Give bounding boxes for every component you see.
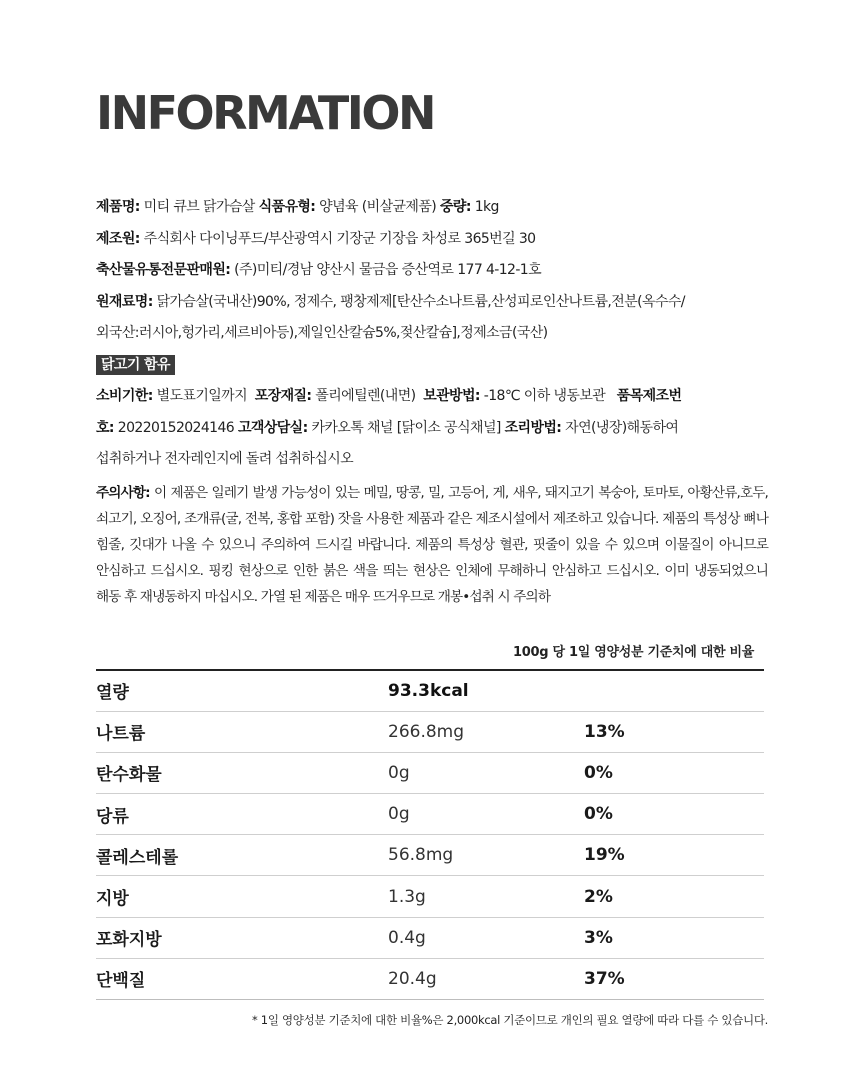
nutrient-percent: 3% xyxy=(584,927,613,948)
value-food-type: 양념육 (비살균제품) xyxy=(319,199,437,215)
nutrient-name: 콜레스테롤 xyxy=(96,847,179,868)
info-line-distributor xyxy=(96,255,776,287)
nutrient-percent xyxy=(584,670,764,711)
caution-text xyxy=(96,480,768,610)
table-row xyxy=(96,958,764,999)
nutrient-value: 20.4g xyxy=(388,968,437,989)
value-report-no: 20220152024146 xyxy=(117,419,235,436)
value-product-name: 미티 큐브 닭가슴살 xyxy=(143,199,255,215)
value-caution: 이 제품은 일레기 발생 가능성이 있는 메밀, 땅콩, 밀, 고등어, 게, 새우, 돼지고기 복숭아, 토마토, 아황산류,호두, 쇠고기, 오징어, 조개류(굴, 전복, 홍합 포함) 잣을 사용한 제품과 같은 제조시설에서 제조하고 있습니다. 제품의 특성상 뼈나 힘줄, 깃대가 나올 수 있으니 주의하여 드시길 바랍니다. 제품의 특성상 혈관, 핏줄이 있을 수 있으며 이물질이 아니므로 안심하고 드십시오. 핑킹 현상으로 인한 붉은 색을 띄는 현상은 인체에 무해하니 안심하고 드십시오. 이미 냉동되었으니 해동 후 재냉동하지 마십시오. 가열 된 제품은 매우 뜨거우므로 개봉•섭취 시 주의하 xyxy=(96,485,768,605)
nutrient-name: 단백질 xyxy=(96,971,146,992)
value-distributor: (주)미티/경남 양산시 물금읍 증산역로 177 4-12-1호 xyxy=(234,262,542,278)
table-row xyxy=(96,835,764,876)
value-ingredients: 닭가슴살(국내산)90%, 정제수, 팽창제제[탄산수소나트륨,산성피로인산나트륨,전분(옥수수/ xyxy=(156,293,685,310)
table-row xyxy=(96,876,764,917)
info-line-ingredients xyxy=(96,287,776,319)
label-expiry: 소비기한: xyxy=(96,388,153,404)
label-storage: 보관방법: xyxy=(423,388,480,404)
table-row xyxy=(96,794,764,835)
nutrient-name: 지방 xyxy=(96,889,129,910)
nutrient-percent: 13% xyxy=(584,721,625,742)
product-info xyxy=(96,192,776,476)
nutrition-header: 100g 당 1일 영양성분 기준치에 대한 비율 xyxy=(513,645,754,660)
nutrient-percent: 19% xyxy=(584,845,625,866)
value-packaging: 폴리에틸렌(내면) xyxy=(315,388,416,404)
nutrient-name: 나트륨 xyxy=(96,724,146,745)
allergen-badge: 닭고기 함유 xyxy=(96,355,175,375)
info-line-cooking-cont xyxy=(96,444,776,476)
info-line-report xyxy=(96,413,776,445)
nutrient-value: 93.3kcal xyxy=(388,680,469,701)
info-line-expiry xyxy=(96,381,776,413)
value-ingredients-cont: 외국산:러시아,헝가리,세르비아등),제일인산칼슘5%,젖산칼슘],정제소금(국산) xyxy=(96,325,548,341)
nutrient-value: 0.4g xyxy=(388,927,426,948)
nutrition-table xyxy=(96,669,764,1000)
nutrient-percent: 0% xyxy=(584,804,613,825)
info-line-manufacturer xyxy=(96,224,776,256)
label-report-no-b: 호: xyxy=(96,419,114,436)
allergen-badge-line xyxy=(96,350,776,382)
info-line-ingredients-cont xyxy=(96,318,776,350)
label-customer-center: 고객상담실: xyxy=(237,419,308,436)
value-manufacturer: 주식회사 다이닝푸드/부산광역시 기장군 기장읍 차성로 365번길 30 xyxy=(143,230,536,247)
table-row xyxy=(96,917,764,958)
nutrient-value: 266.8mg xyxy=(388,721,465,742)
nutrient-value: 1.3g xyxy=(388,886,426,907)
label-product-name: 제품명: xyxy=(96,199,140,215)
value-storage: -18℃ 이하 냉동보관 xyxy=(483,388,606,404)
info-line-product xyxy=(96,192,776,224)
label-distributor: 축산물유통전문판매원: xyxy=(96,262,231,278)
nutrition-footnote: * 1일 영양성분 기준치에 대한 비율%은 2,000kcal 기준이므로 개인의 필요 열량에 따라 다를 수 있습니다. xyxy=(252,1013,768,1027)
nutrient-value: 0g xyxy=(388,762,410,783)
nutrient-name: 열량 xyxy=(96,683,129,704)
label-food-type: 식품유형: xyxy=(258,199,316,215)
nutrient-percent: 37% xyxy=(584,968,625,989)
value-customer-center: 카카오톡 채널 [닭이소 공식채널] xyxy=(311,419,501,436)
value-cooking-cont: 섭취하거나 전자레인지에 돌려 섭취하십시오 xyxy=(96,451,354,467)
nutrient-name: 탄수화물 xyxy=(96,765,162,786)
value-weight: 1kg xyxy=(474,199,499,215)
nutrient-value: 0g xyxy=(388,804,410,825)
nutrient-percent: 0% xyxy=(584,762,613,783)
value-cooking: 자연(냉장)해동하여 xyxy=(565,419,679,436)
table-row xyxy=(96,711,764,752)
label-report-no-a: 품목제조번 xyxy=(616,388,682,404)
label-cooking: 조리방법: xyxy=(504,419,562,436)
label-ingredients: 원재료명: xyxy=(96,293,153,310)
label-packaging: 포장재질: xyxy=(254,388,312,404)
nutrient-percent: 2% xyxy=(584,886,613,907)
label-caution: 주의사항: xyxy=(96,485,150,501)
nutrient-name: 당류 xyxy=(96,806,129,827)
nutrient-name: 포화지방 xyxy=(96,930,162,951)
page-title: INFORMATION xyxy=(96,86,434,140)
label-weight: 중량: xyxy=(439,199,471,215)
table-row xyxy=(96,752,764,793)
table-row xyxy=(96,670,764,711)
nutrient-value: 56.8mg xyxy=(388,845,454,866)
value-expiry: 별도표기일까지 xyxy=(156,388,248,404)
label-manufacturer: 제조원: xyxy=(96,230,140,247)
